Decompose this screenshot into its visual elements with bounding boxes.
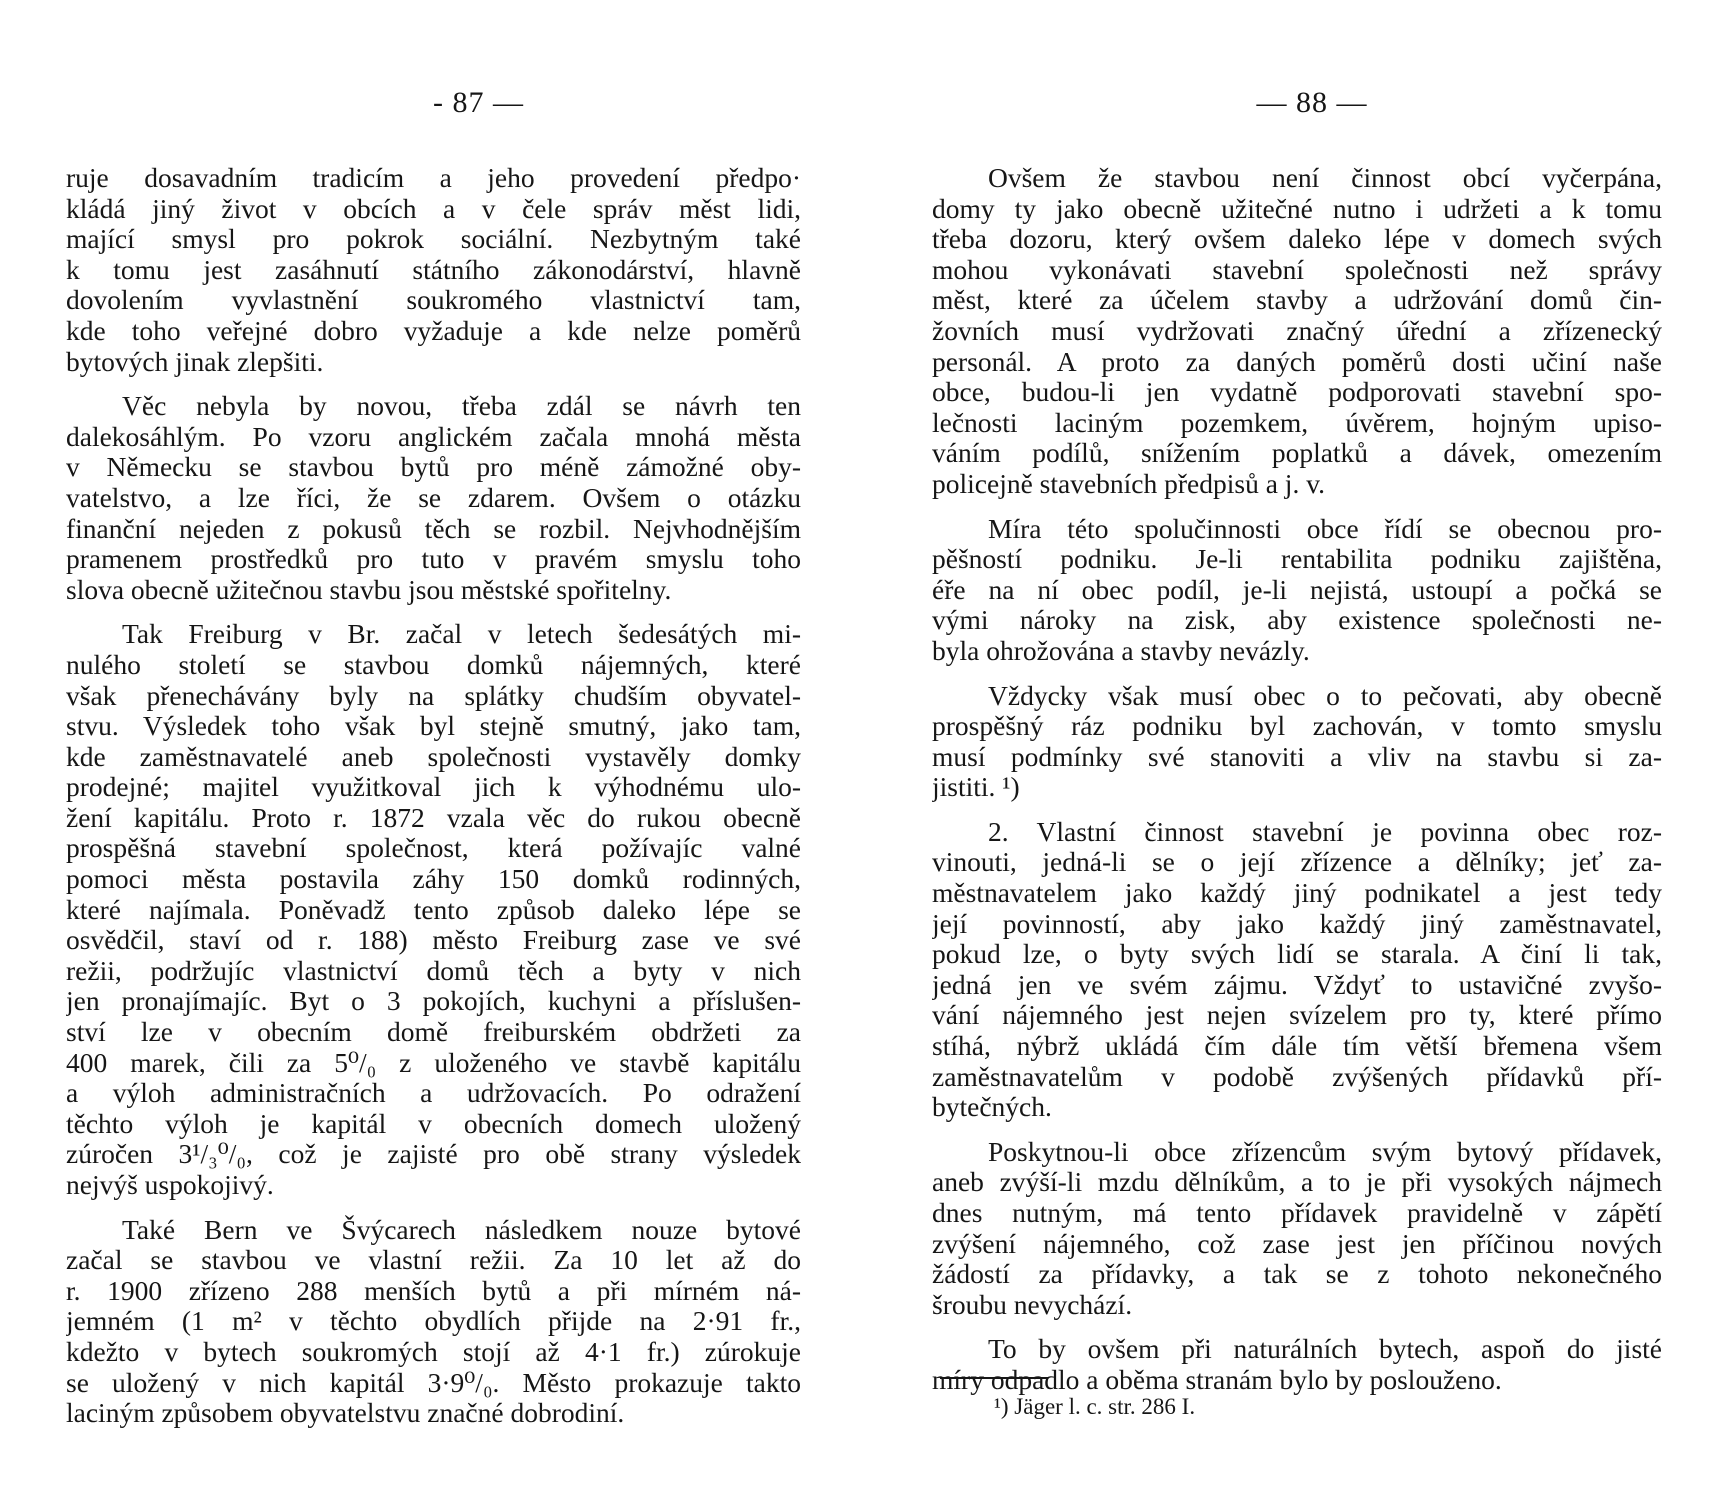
- text-line: a výloh administračních a udržovacích. Po odražení: [66, 1078, 801, 1109]
- text-line: vými nároky na zisk, aby existence společnosti ne-: [932, 605, 1662, 636]
- text-line: její povinností, aby jako každý jiný zaměstnavatel,: [932, 908, 1662, 939]
- text-line: vatelstvo, a lze říci, že se zdarem. Ovšem o otázku: [66, 482, 801, 513]
- text-line: Tak Freiburg v Br. začal v letech šedesátých mi-: [122, 619, 801, 650]
- text-line: žádostí za přídavky, a tak se z tohoto nekonečného: [932, 1259, 1662, 1290]
- text-line: byla ohrožována a stavby nevázly.: [932, 635, 1310, 666]
- page-body: [932, 163, 1662, 1410]
- text-line: pramenem prostředků pro tuto v pravém smyslu toho: [66, 544, 801, 575]
- text-line: stvu. Výsledek toho však byl stejně smutný, jako tam,: [66, 711, 801, 742]
- footnote: ¹) Jäger l. c. str. 286 I.: [994, 1394, 1196, 1419]
- page-number: — 88 —: [1256, 86, 1368, 119]
- text-line: dovolením vyvlastnění soukromého vlastnictví tam,: [66, 285, 801, 316]
- text-line: zúročen 3¹/₃⁰/₀, což je zajisté pro obě strany výsledek: [66, 1139, 801, 1170]
- text-line: v Německu se stavbou bytů pro méně zámožné oby-: [66, 452, 801, 483]
- text-line: nejvýš uspokojivý.: [66, 1170, 274, 1200]
- paragraph: [932, 817, 1662, 1123]
- text-line: se uložený v nich kapitál 3·9⁰/₀. Město prokazuje takto: [66, 1367, 801, 1398]
- text-line: Také Bern ve Švýcarech následkem nouze bytové: [122, 1214, 801, 1245]
- text-line: však přenechávány byly na splátky chudším obyvatel-: [66, 680, 801, 711]
- text-line: Ovšem že stavbou není činnost obcí vyčerpána,: [988, 163, 1662, 193]
- text-line: 2. Vlastní činnost stavební je povinna obec roz-: [988, 816, 1662, 847]
- page-number: - 87 —: [433, 86, 524, 119]
- text-line: k tomu jest zasáhnutí státního zákonodárství, hlavně: [66, 254, 801, 285]
- text-line: policejně stavebních předpisů a j. v.: [932, 468, 1326, 499]
- text-line: pomoci města postavila záhy 150 domků rodinných,: [66, 864, 801, 895]
- paragraph: [66, 391, 801, 605]
- text-line: stíhá, nýbrž ukládá čím dále tím větší břemena všem: [932, 1031, 1662, 1062]
- right-page: [932, 0, 1662, 1500]
- text-line: prospěšná stavební společnost, která požívajíc valné: [66, 833, 801, 864]
- paragraph: [932, 681, 1662, 803]
- text-line: r. 1900 zřízeno 288 menších bytů a při mírném ná-: [66, 1275, 801, 1306]
- text-line: jistiti. ¹): [932, 772, 1020, 803]
- text-line: personál. A proto za daných poměrů dosti učiní naše: [932, 346, 1662, 377]
- text-line: ruje dosavadním tradicím a jeho provedení předpo·: [66, 163, 801, 193]
- text-line: zvýšení nájemného, což zase jest jen příčinou nových: [932, 1228, 1662, 1259]
- text-line: prospěšný ráz podniku byl zachován, v tomto smyslu: [932, 711, 1662, 742]
- text-line: aneb zvýší-li mzdu dělníkům, a to je při vysokých nájmech: [932, 1167, 1662, 1198]
- text-line: vání nájemného jest nejen svízelem pro ty, které přímo: [932, 1000, 1662, 1031]
- text-line: Poskytnou-li obce zřízencům svým bytový přídavek,: [988, 1136, 1662, 1167]
- text-line: žovních musí vydržovati značný úřední a zřízenecký: [932, 315, 1662, 346]
- text-line: šroubu nevychází.: [932, 1289, 1133, 1320]
- text-line: které najímala. Poněvadž tento způsob daleko lépe se: [66, 894, 801, 925]
- paragraph: [66, 1215, 801, 1429]
- text-line: lečnosti laciným pozemkem, úvěrem, hojným upiso-: [932, 407, 1662, 438]
- text-line: pokud lze, o byty svých lidí se starala. A činí li tak,: [932, 939, 1662, 970]
- text-line: finanční nejeden z pokusů těch se rozbil. Nejvhodnějším: [66, 513, 801, 544]
- text-line: To by ovšem při naturálních bytech, aspoň do jisté: [988, 1334, 1662, 1365]
- text-line: jedná jen ve svém zájmu. Vždyť to ustavičné zvyšo-: [932, 969, 1662, 1000]
- text-line: osvědčil, staví od r. 188) město Freiburg zase ve své: [66, 925, 801, 956]
- text-line: musí podmínky své stanoviti a vliv na stavbu si za-: [932, 741, 1662, 772]
- text-line: mohou vykonávati stavební společnosti než správy: [932, 254, 1662, 285]
- text-line: nulého století se stavbou domků nájemných, které: [66, 649, 801, 680]
- text-line: éře na ní obec podíl, je-li nejistá, ustoupí a počká se: [932, 574, 1662, 605]
- text-line: laciným způsobem obyvatelstvu značné dobrodiní.: [66, 1398, 625, 1429]
- text-line: měst, které za účelem stavby a udržování domů čin-: [932, 285, 1662, 316]
- paragraph: [66, 163, 801, 377]
- text-line: kládá jiný život v obcích a v čele správ měst lidi,: [66, 193, 801, 224]
- text-line: zaměstnavatelům v podobě zvýšených přídavků pří-: [932, 1061, 1662, 1092]
- left-page: [66, 0, 801, 1500]
- text-line: kde toho veřejné dobro vyžaduje a kde nelze poměrů: [66, 315, 801, 346]
- text-line: bytových jinak zlepšiti.: [66, 346, 324, 377]
- paragraph: [932, 514, 1662, 667]
- text-line: dalekosáhlým. Po vzoru anglickém začala mnohá města: [66, 421, 801, 452]
- text-line: 400 marek, čili za 5⁰/₀ z uloženého ve stavbě kapitálu: [66, 1047, 801, 1078]
- text-line: mající smysl pro pokrok sociální. Nezbytným také: [66, 224, 801, 255]
- text-line: vinouti, jedná-li se o její zřízence a dělníky; jeť za-: [932, 847, 1662, 878]
- text-line: dnes nutným, má tento přídavek pravidelně v zápětí: [932, 1198, 1662, 1228]
- text-line: slova obecně užitečnou stavbu jsou městské spořitelny.: [66, 574, 672, 605]
- paragraph: [932, 163, 1662, 500]
- text-line: třeba dozoru, který ovšem daleko lépe v domech svých: [932, 224, 1662, 255]
- text-line: ství lze v obecním domě freiburském obdržeti za: [66, 1017, 801, 1048]
- text-line: městnavatelem jako každý jiný podnikatel a jest tedy: [932, 878, 1662, 909]
- text-line: těchto výloh je kapitál v obecních domech uložený: [66, 1108, 801, 1139]
- text-line: míry odpadlo a oběma stranám bylo by poslouženo.: [932, 1364, 1502, 1395]
- text-line: režii, podržujíc vlastnictví domů těch a byty v nich: [66, 955, 801, 986]
- text-line: Věc nebyla by novou, třeba zdál se návrh ten: [122, 391, 801, 422]
- text-line: Vždycky však musí obec o to pečovati, aby obecně: [988, 680, 1662, 711]
- text-line: domy ty jako obecně užitečné nutno i udržeti a k tomu: [932, 193, 1662, 224]
- paragraph: [932, 1334, 1662, 1395]
- text-line: kde zaměstnavatelé aneb společnosti vystavěly domky: [66, 741, 801, 772]
- text-line: jen pronajímajíc. Byt o 3 pokojích, kuchyni a příslušen-: [66, 986, 801, 1017]
- text-line: žení kapitálu. Proto r. 1872 vzala věc do rukou obecně: [66, 802, 801, 833]
- text-line: váním podílů, snížením poplatků a dávek, omezením: [932, 438, 1662, 469]
- text-line: obce, budou-li jen vydatně podporovati stavební spo-: [932, 377, 1662, 408]
- text-line: pěšností podniku. Je-li rentabilita podniku zajištěna,: [932, 544, 1662, 575]
- text-line: jemném (1 m² v těchto obydlích přijde na 2·91 fr.,: [66, 1306, 801, 1337]
- text-line: bytečných.: [932, 1092, 1052, 1123]
- text-line: kdežto v bytech soukromých stojí až 4·1 fr.) zúrokuje: [66, 1336, 801, 1367]
- footnote-rule: [940, 1377, 1048, 1379]
- paragraph: [66, 619, 801, 1200]
- paragraph: [932, 1137, 1662, 1321]
- page-body: [66, 163, 801, 1443]
- text-line: prodejné; majitel využitkoval jich k výhodnému ulo-: [66, 772, 801, 803]
- text-line: začal se stavbou ve vlastní režii. Za 10 let až do: [66, 1245, 801, 1276]
- text-line: Míra této spolučinnosti obce řídí se obecnou pro-: [988, 513, 1662, 544]
